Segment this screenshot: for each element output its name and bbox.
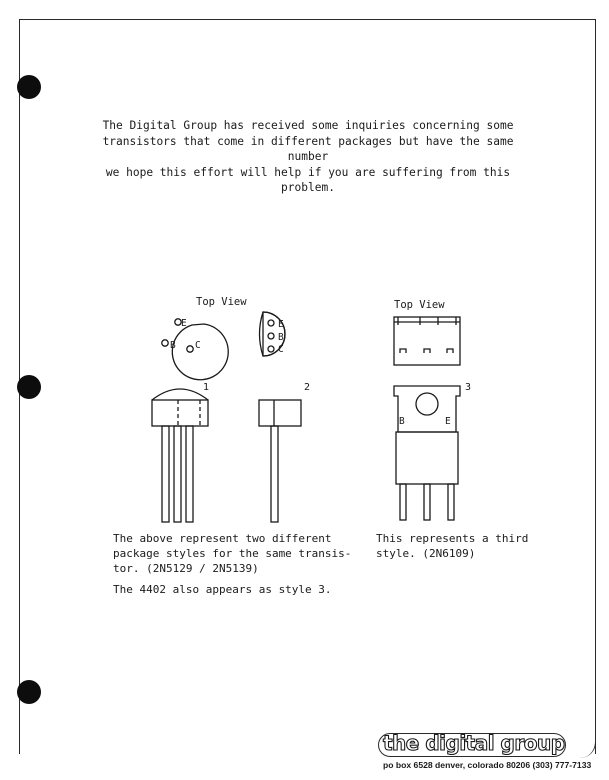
intro-line: we hope this effort will help if you are suffering from this problem. — [105, 165, 511, 194]
style3-top-view — [394, 317, 460, 365]
caption-line: style. (2N6109) — [376, 547, 476, 560]
top-view-label-left: Top View — [196, 296, 247, 308]
pin-label-flat: E — [278, 319, 284, 330]
figure-number: 1 — [203, 382, 210, 393]
pin-label-tab: B — [399, 416, 405, 427]
intro-line: The Digital Group has received some inquiries concerning some — [102, 119, 514, 132]
pin-label-round: B — [170, 340, 176, 351]
figure-number: 3 — [465, 382, 472, 393]
intro-line: transistors that come in different packages but have the same number — [102, 134, 514, 163]
caption-style-3 — [376, 531, 528, 561]
note-4402: The 4402 also appears as style 3. — [113, 583, 332, 596]
figure-number: 2 — [304, 382, 311, 393]
style2-side-view — [259, 400, 301, 522]
style1-side-view — [152, 389, 208, 522]
pin-label-flat: B — [278, 332, 284, 343]
company-logo: the digital group — [383, 731, 565, 755]
top-view-label-right: Top View — [394, 299, 445, 311]
caption-line: package styles for the same transis- — [113, 547, 352, 560]
caption-styles-1-2 — [113, 531, 351, 576]
pin-label-round: C — [195, 340, 201, 351]
style3-front-view — [394, 386, 460, 520]
pin-label-tab: E — [445, 416, 451, 427]
caption-line: This represents a third — [376, 532, 529, 545]
pin-label-flat: C — [278, 344, 284, 355]
pin-label-round: E — [181, 318, 187, 329]
company-address: po box 6528 denver, colorado 80206 (303) 777-7133 — [383, 760, 592, 770]
caption-line: tor. (2N5129 / 2N5139) — [113, 562, 259, 575]
caption-line: The above represent two different — [113, 532, 332, 545]
